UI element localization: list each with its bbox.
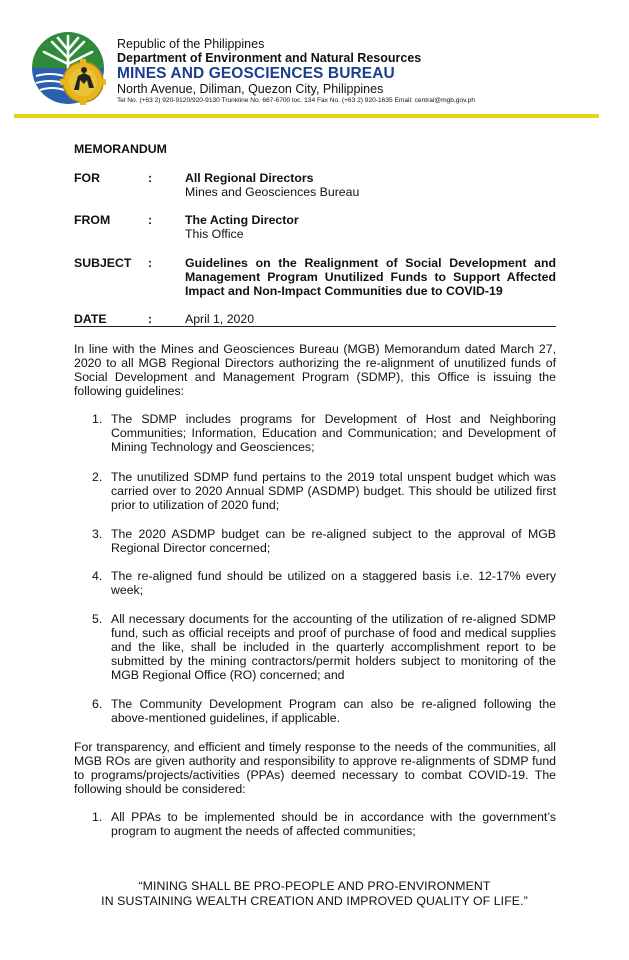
guideline-text: The Community Development Program can also be re-aligned following the above-mentioned guidelines, if applicable.	[111, 697, 556, 725]
for-label: FOR	[74, 171, 100, 185]
bureau-name: MINES AND GEOSCIENCES BUREAU	[117, 65, 395, 82]
subject-colon: :	[148, 256, 153, 270]
slogan-line-1: “MINING SHALL BE PRO-PEOPLE AND PRO-ENVIRONMENT	[138, 879, 491, 893]
slogan-line-2: IN SUSTAINING WEALTH CREATION AND IMPROVED QUALITY OF LIFE.”	[101, 894, 528, 908]
date-value: April 1, 2020	[185, 312, 255, 326]
guideline-text: The re-aligned fund should be utilized on a staggered basis i.e. 12-17% every week;	[111, 569, 556, 597]
department-line: Department of Environment and Natural Resources	[117, 51, 422, 65]
letterhead	[0, 0, 629, 120]
subject-text: Guidelines on the Realignment of Social Development and Management Program Unutilized Funds to Support Affected Impact and Non-Impact Communities due to COVID-19	[185, 256, 556, 298]
for-name: All Regional Directors	[185, 171, 314, 185]
consideration-text: All PPAs to be implemented should be in accordance with the government’s program to augment the needs of affected communities;	[111, 810, 556, 838]
guideline-number: 3.	[92, 527, 103, 541]
guideline-number: 5.	[92, 612, 103, 626]
for-colon: :	[148, 171, 153, 185]
for-org: Mines and Geosciences Bureau	[185, 185, 360, 199]
intro-paragraph: In line with the Mines and Geosciences Bureau (MGB) Memorandum dated March 27, 2020 to all MGB Regional Directors authorizing the re-alignment of unutilized funds of Social Development and Management Program (SDMP), this Office is issuing the following guidelines:	[74, 342, 556, 398]
contact-line: Tel No. (+63 2) 920-9120/920-9130 Trunkline No. 667-6700 loc. 134 Fax No. (+63 2) 920-1635 Email: central@mgb.gov.ph	[117, 97, 476, 104]
header-divider	[74, 326, 556, 327]
address-line: North Avenue, Diliman, Quezon City, Philippines	[117, 82, 384, 96]
transparency-paragraph: For transparency, and efficient and timely response to the needs of the communities, all MGB ROs are given authority and responsibility to approve re-alignments of SDMP fund to programs/projects/activities (PPAs) deemed necessary to combat COVID-19. The following should be considered:	[74, 740, 556, 796]
date-colon: :	[148, 312, 153, 326]
from-org: This Office	[185, 227, 244, 241]
republic-line: Republic of the Philippines	[117, 37, 265, 51]
guideline-text: The 2020 ASDMP budget can be re-aligned subject to the approval of MGB Regional Director concerned;	[111, 527, 556, 555]
guideline-number: 1.	[92, 412, 103, 426]
footer-slogan	[0, 879, 629, 909]
guideline-text: All necessary documents for the accounting of the utilization of re-aligned SDMP fund, such as official receipts and proof of purchase of food and medical supplies and the like, shall be included in the quarterly accomplishment report to be submitted by the mining contractors/permit holders subject to monitoring of the MGB Regional Office (RO) concerned; and	[111, 612, 556, 682]
mgb-seal-icon	[28, 28, 108, 108]
guideline-number: 4.	[92, 569, 103, 583]
guideline-text: The unutilized SDMP fund pertains to the 2019 total unspent budget which was carried over to 2020 Annual SDMP (ASDMP) budget. This should be utilized first prior to utilization of 2020 fund;	[111, 470, 556, 512]
consideration-number: 1.	[92, 810, 103, 824]
from-colon: :	[148, 213, 153, 227]
guideline-number: 2.	[92, 470, 103, 484]
memo-title: MEMORANDUM	[74, 142, 167, 156]
date-label: DATE	[74, 312, 107, 326]
guideline-text: The SDMP includes programs for Development of Host and Neighboring Communities; Information, Education and Communication; and Development of Mining Technology and Geosciences;	[111, 412, 556, 454]
letterhead-text	[117, 37, 475, 105]
subject-label: SUBJECT	[74, 256, 132, 270]
letterhead-rule	[14, 114, 599, 118]
guideline-number: 6.	[92, 697, 103, 711]
from-label: FROM	[74, 213, 111, 227]
from-name: The Acting Director	[185, 213, 299, 227]
